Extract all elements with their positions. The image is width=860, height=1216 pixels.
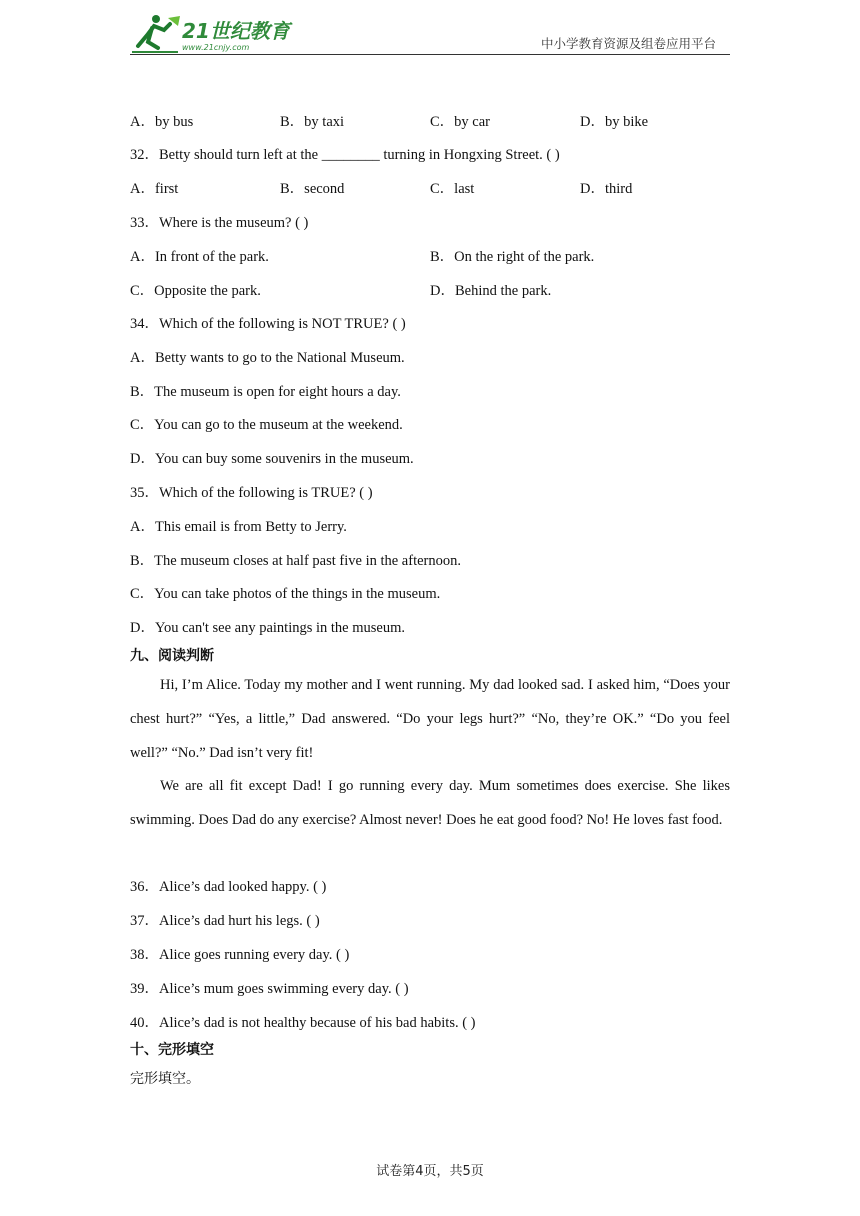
option-c: C．You can take photos of the things in the museum. [130,586,441,602]
option-d: D．You can't see any paintings in the museum. [130,620,405,636]
svg-text:www.21cnjy.com: www.21cnjy.com [182,43,250,52]
judgment-item-38: 38．Alice goes running every day. ( ) [130,947,350,963]
section-9-title: 九、阅读判断 [130,648,214,664]
page-header [130,12,730,55]
reading-paragraph-1: Hi, I’m Alice. Today my mother and I went running. My dad looked sad. I asked him, “Does your chest hurt?” “Yes, a little,” Dad answered. “Do your legs hurt?” “No, they’re OK.” “Do you feel well?” “No.” Dad isn’t very fit! [130,677,730,761]
page-number: 试卷第4页，共5页 [376,1164,484,1179]
option-d: D．You can buy some souvenirs in the museum. [130,451,414,467]
option-c: C．Opposite the park. [130,283,261,299]
option-d: D．by bike [580,114,649,130]
option-c: C．by car [430,114,490,130]
site-logo [130,12,300,54]
svg-text:21世纪教育: 21世纪教育 [182,19,290,43]
option-b: B．by taxi [280,114,345,130]
option-b: B．The museum closes at half past five in the afternoon. [130,553,461,569]
question-33-stem: 33．Where is the museum? ( ) [130,215,309,231]
section-10-title: 十、完形填空 [130,1042,214,1058]
question-34-stem: 34．Which of the following is NOT TRUE? ( ) [130,316,406,332]
option-d: D．third [580,181,633,197]
question-32-stem: 32．Betty should turn left at the ________ turning in Hongxing Street. ( ) [130,147,560,163]
reading-paragraph-2: We are all fit except Dad! I go running every day. Mum sometimes does exercise. She likes swimming. Does Dad do any exercise? Almost never! Does he eat good food? No! He loves fast food. [130,778,730,828]
question-35-stem: 35．Which of the following is TRUE? ( ) [130,485,373,501]
judgment-item-39: 39．Alice’s mum goes swimming every day. ( ) [130,981,409,997]
option-b: B．The museum is open for eight hours a day. [130,384,401,400]
option-a: A．by bus [130,114,194,130]
option-a: A．Betty wants to go to the National Museum. [130,350,405,366]
option-c: C．last [430,181,475,197]
option-c: C．You can go to the museum at the weekend. [130,417,403,433]
option-b: B．second [280,181,345,197]
option-a: A．This email is from Betty to Jerry. [130,519,347,535]
judgment-item-36: 36．Alice’s dad looked happy. ( ) [130,879,327,895]
platform-name: 中小学教育资源及组卷应用平台 [540,36,716,51]
judgment-item-40: 40．Alice’s dad is not healthy because of his bad habits. ( ) [130,1015,476,1031]
option-a: A．first [130,181,179,197]
option-b: B．On the right of the park. [430,249,595,265]
option-d: D．Behind the park. [430,283,552,299]
judgment-item-37: 37．Alice’s dad hurt his legs. ( ) [130,913,320,929]
option-a: A．In front of the park. [130,249,269,265]
section-10-instruction: 完形填空。 [130,1071,200,1087]
